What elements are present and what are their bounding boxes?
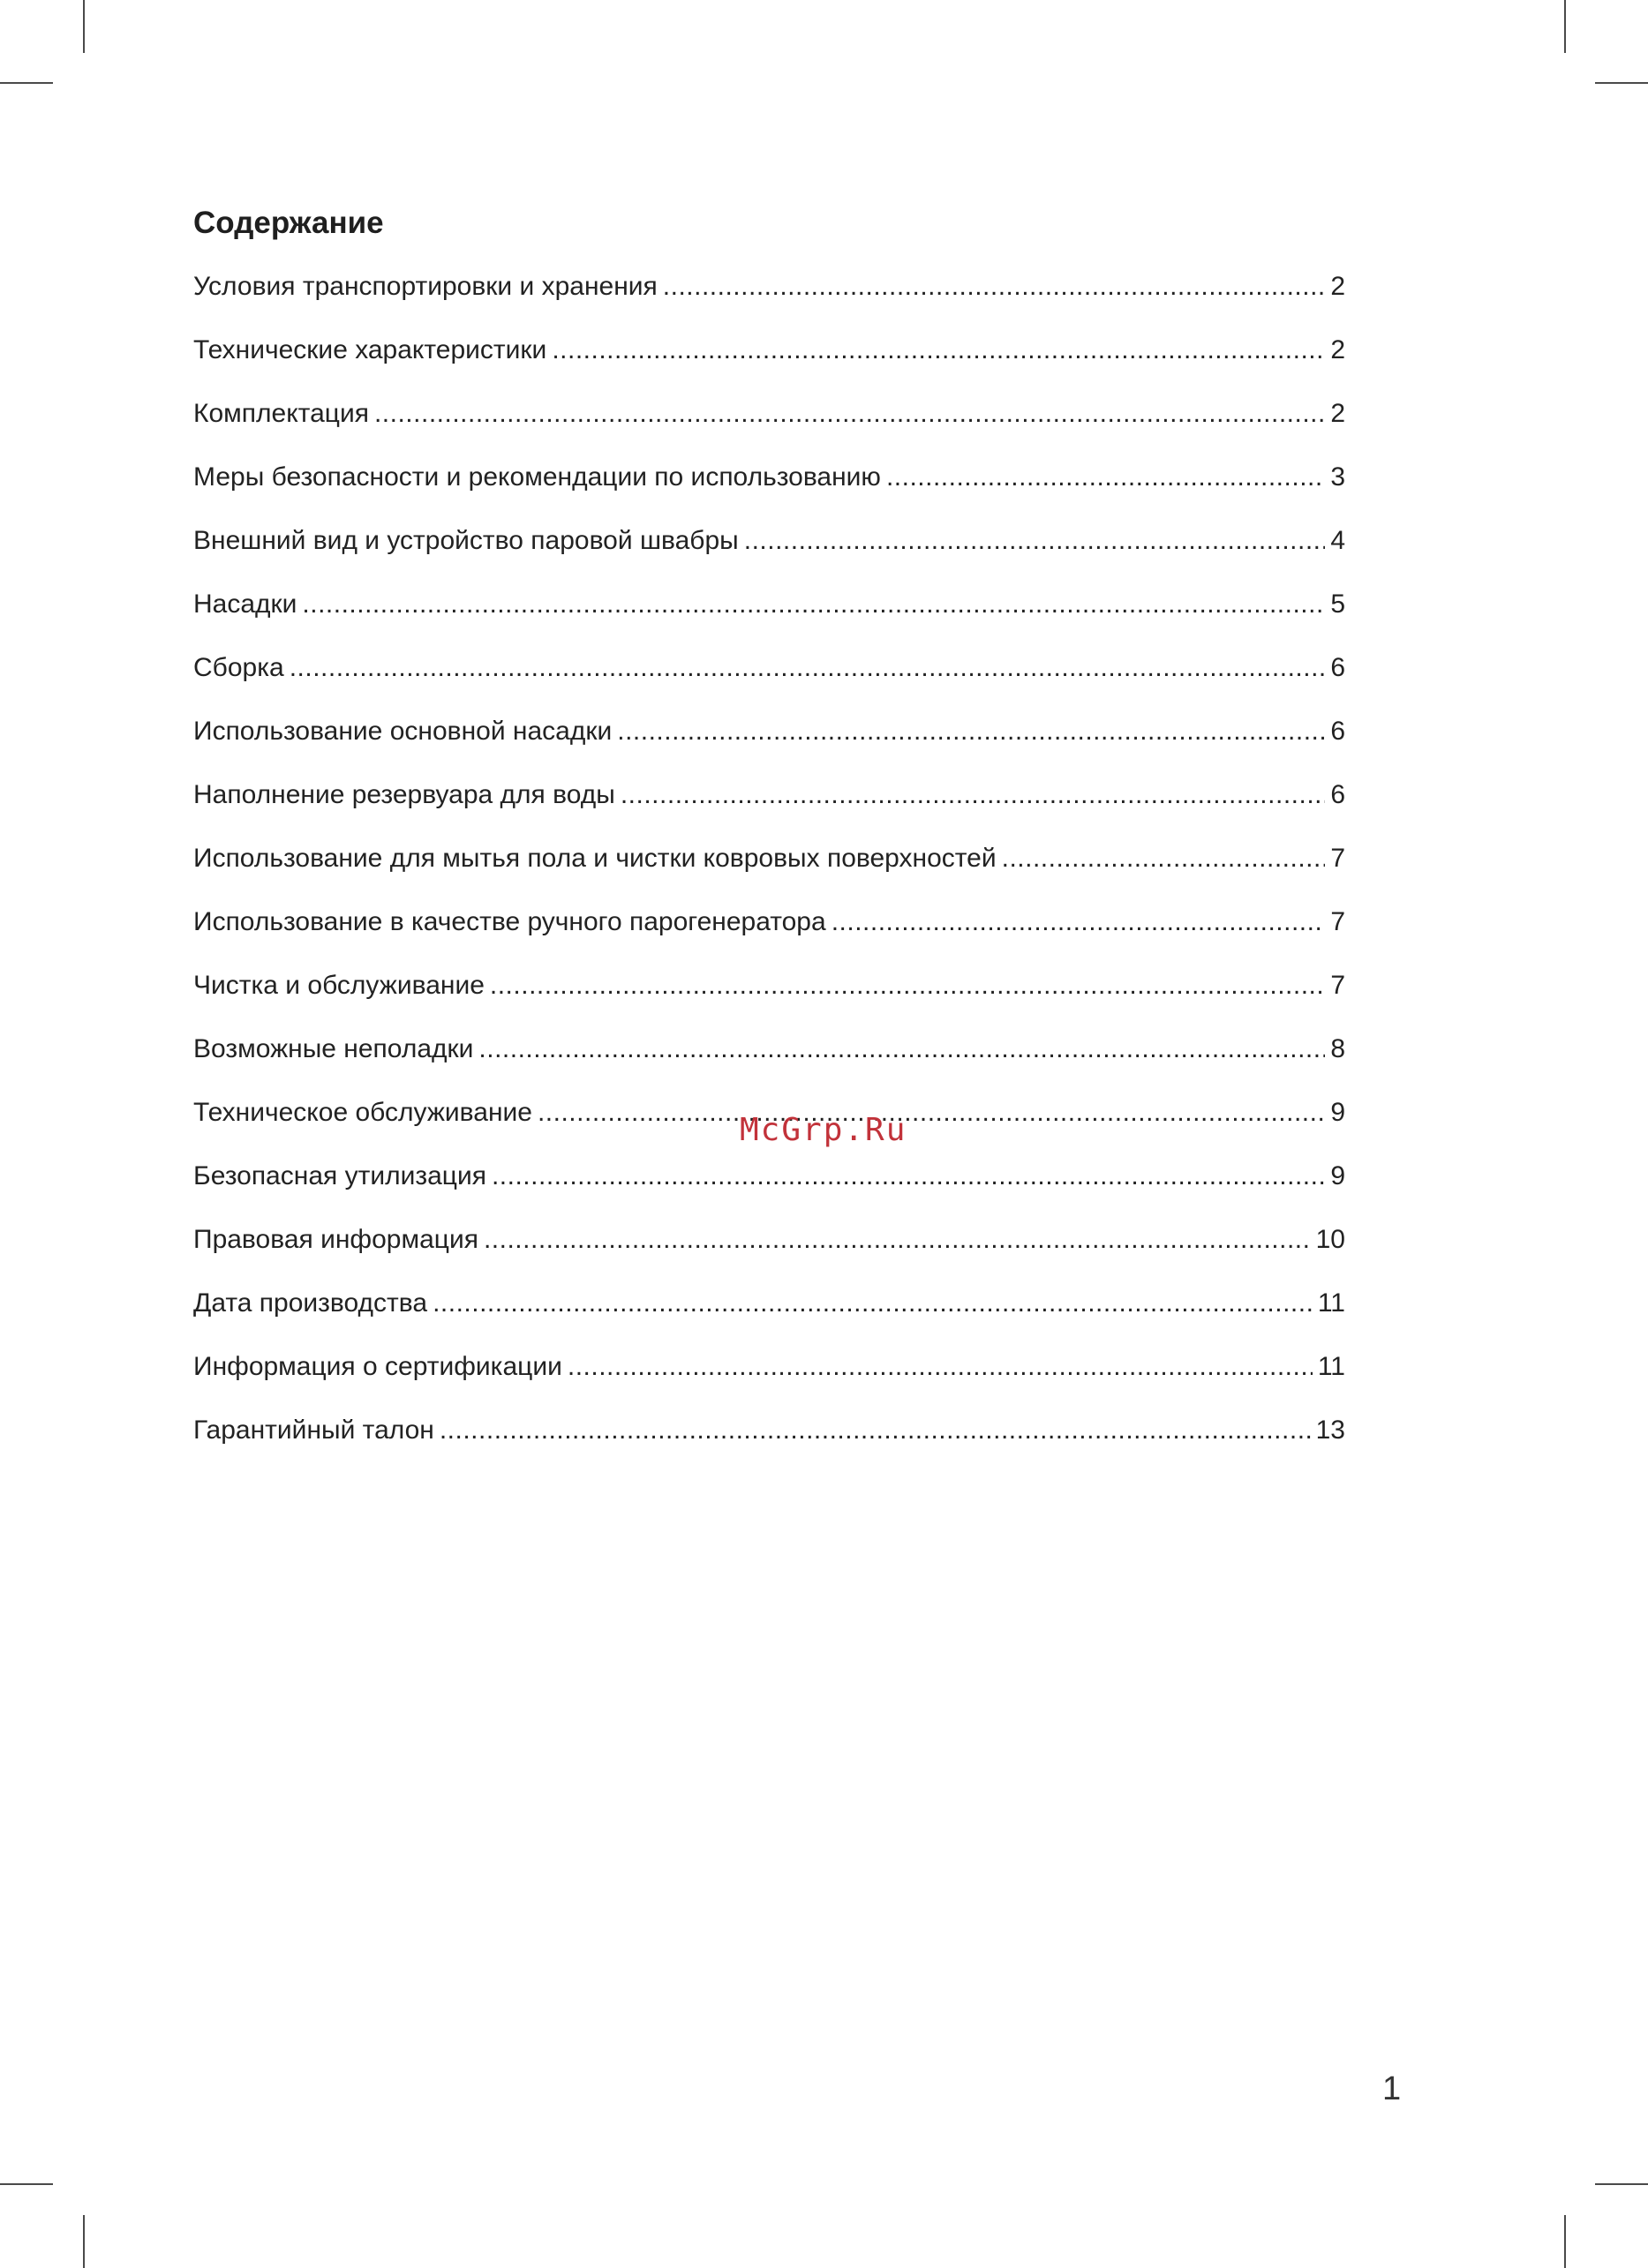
toc-entry-page: 6	[1330, 653, 1345, 682]
toc-entry-label: Дата производства	[193, 1288, 428, 1318]
crop-mark-top-left-vertical	[83, 0, 85, 53]
toc-dot-leader	[663, 269, 1326, 304]
toc-entry-page: 9	[1330, 1098, 1345, 1127]
toc-entry-label: Информация о сертификации	[193, 1352, 562, 1381]
crop-mark-bottom-left-vertical	[83, 2215, 85, 2268]
toc-entry-label: Комплектация	[193, 399, 369, 428]
toc-entry-page: 9	[1330, 1161, 1345, 1190]
toc-entry-page: 3	[1330, 462, 1345, 492]
toc-entry-label: Техническое обслуживание	[193, 1098, 532, 1127]
toc-entry-label: Безопасная утилизация	[193, 1161, 486, 1190]
toc-entry[interactable]	[193, 1349, 1345, 1413]
toc-entry-page: 6	[1330, 780, 1345, 809]
toc-dot-leader	[484, 1222, 1311, 1258]
toc-entry-page: 6	[1330, 717, 1345, 746]
page-number: 1	[1382, 2070, 1402, 2107]
toc-dot-leader	[1002, 841, 1326, 876]
toc-dot-leader	[478, 1032, 1325, 1067]
toc-dot-leader	[832, 905, 1326, 940]
toc-entry-label: Сборка	[193, 653, 284, 682]
toc-dot-leader	[568, 1349, 1313, 1385]
toc-entry[interactable]	[193, 968, 1345, 1032]
toc-entry[interactable]	[193, 1286, 1345, 1349]
toc-dot-leader	[490, 968, 1325, 1003]
toc-dot-leader	[621, 777, 1325, 813]
toc-dot-leader	[492, 1159, 1325, 1194]
watermark: McGrp.Ru	[740, 1112, 907, 1148]
toc-dot-leader	[374, 396, 1325, 432]
toc-entry-page: 10	[1315, 1225, 1345, 1254]
toc-entry-page: 2	[1330, 335, 1345, 364]
toc-entry-label: Использование в качестве ручного парогенератора	[193, 907, 826, 936]
toc-entry-page: 7	[1330, 971, 1345, 1000]
toc-entry-page: 4	[1330, 526, 1345, 555]
toc-dot-leader	[538, 1095, 1325, 1130]
crop-mark-top-right-horizontal	[1595, 82, 1648, 84]
toc-entry-page: 2	[1330, 272, 1345, 301]
toc-entry[interactable]	[193, 905, 1345, 968]
toc-entry-label: Технические характеристики	[193, 335, 547, 364]
toc-entry-label: Наполнение резервуара для воды	[193, 780, 615, 809]
toc-entry[interactable]	[193, 269, 1345, 333]
toc-entry[interactable]	[193, 396, 1345, 460]
toc-title: Содержание	[193, 206, 384, 240]
toc-entry[interactable]	[193, 650, 1345, 714]
toc-entry-page: 11	[1317, 1352, 1345, 1381]
toc-entry[interactable]	[193, 460, 1345, 523]
crop-mark-bottom-left-horizontal	[0, 2183, 53, 2185]
toc-entry[interactable]	[193, 1222, 1345, 1286]
toc-list	[193, 269, 1345, 1476]
toc-dot-leader	[886, 460, 1325, 495]
crop-mark-bottom-right-horizontal	[1595, 2183, 1648, 2185]
toc-entry-page: 5	[1330, 590, 1345, 619]
toc-entry-page: 11	[1317, 1288, 1345, 1318]
toc-dot-leader	[617, 714, 1325, 749]
toc-entry-page: 7	[1330, 844, 1345, 873]
toc-entry-page: 2	[1330, 399, 1345, 428]
toc-entry[interactable]	[193, 587, 1345, 650]
toc-dot-leader	[302, 587, 1325, 622]
toc-entry-label: Использование для мытья пола и чистки ковровых поверхностей	[193, 844, 997, 873]
toc-entry-label: Использование основной насадки	[193, 717, 613, 746]
crop-mark-bottom-right-vertical	[1564, 2215, 1566, 2268]
crop-mark-top-left-horizontal	[0, 82, 53, 84]
toc-entry-label: Внешний вид и устройство паровой швабры	[193, 526, 739, 555]
toc-entry-page: 7	[1330, 907, 1345, 936]
toc-entry[interactable]	[193, 523, 1345, 587]
toc-entry-page: 13	[1315, 1416, 1345, 1445]
toc-entry[interactable]	[193, 1032, 1345, 1095]
toc-entry-label: Правовая информация	[193, 1225, 478, 1254]
toc-entry-label: Возможные неполадки	[193, 1034, 474, 1063]
toc-dot-leader	[552, 333, 1325, 368]
toc-entry[interactable]	[193, 1413, 1345, 1476]
toc-dot-leader	[744, 523, 1326, 559]
toc-entry-label: Меры безопасности и рекомендации по использованию	[193, 462, 881, 492]
toc-entry-label: Гарантийный талон	[193, 1416, 434, 1445]
toc-entry-page: 8	[1330, 1034, 1345, 1063]
toc-entry[interactable]	[193, 714, 1345, 777]
toc-entry-label: Условия транспортировки и хранения	[193, 272, 658, 301]
toc-dot-leader	[440, 1413, 1311, 1448]
toc-entry[interactable]	[193, 841, 1345, 905]
crop-mark-top-right-vertical	[1564, 0, 1566, 53]
toc-entry[interactable]	[193, 777, 1345, 841]
toc-dot-leader	[290, 650, 1326, 686]
toc-entry[interactable]	[193, 1159, 1345, 1222]
toc-entry-label: Насадки	[193, 590, 297, 619]
toc-dot-leader	[433, 1286, 1313, 1321]
toc-entry-label: Чистка и обслуживание	[193, 971, 485, 1000]
table-of-contents	[193, 201, 1345, 1476]
toc-entry[interactable]	[193, 333, 1345, 396]
